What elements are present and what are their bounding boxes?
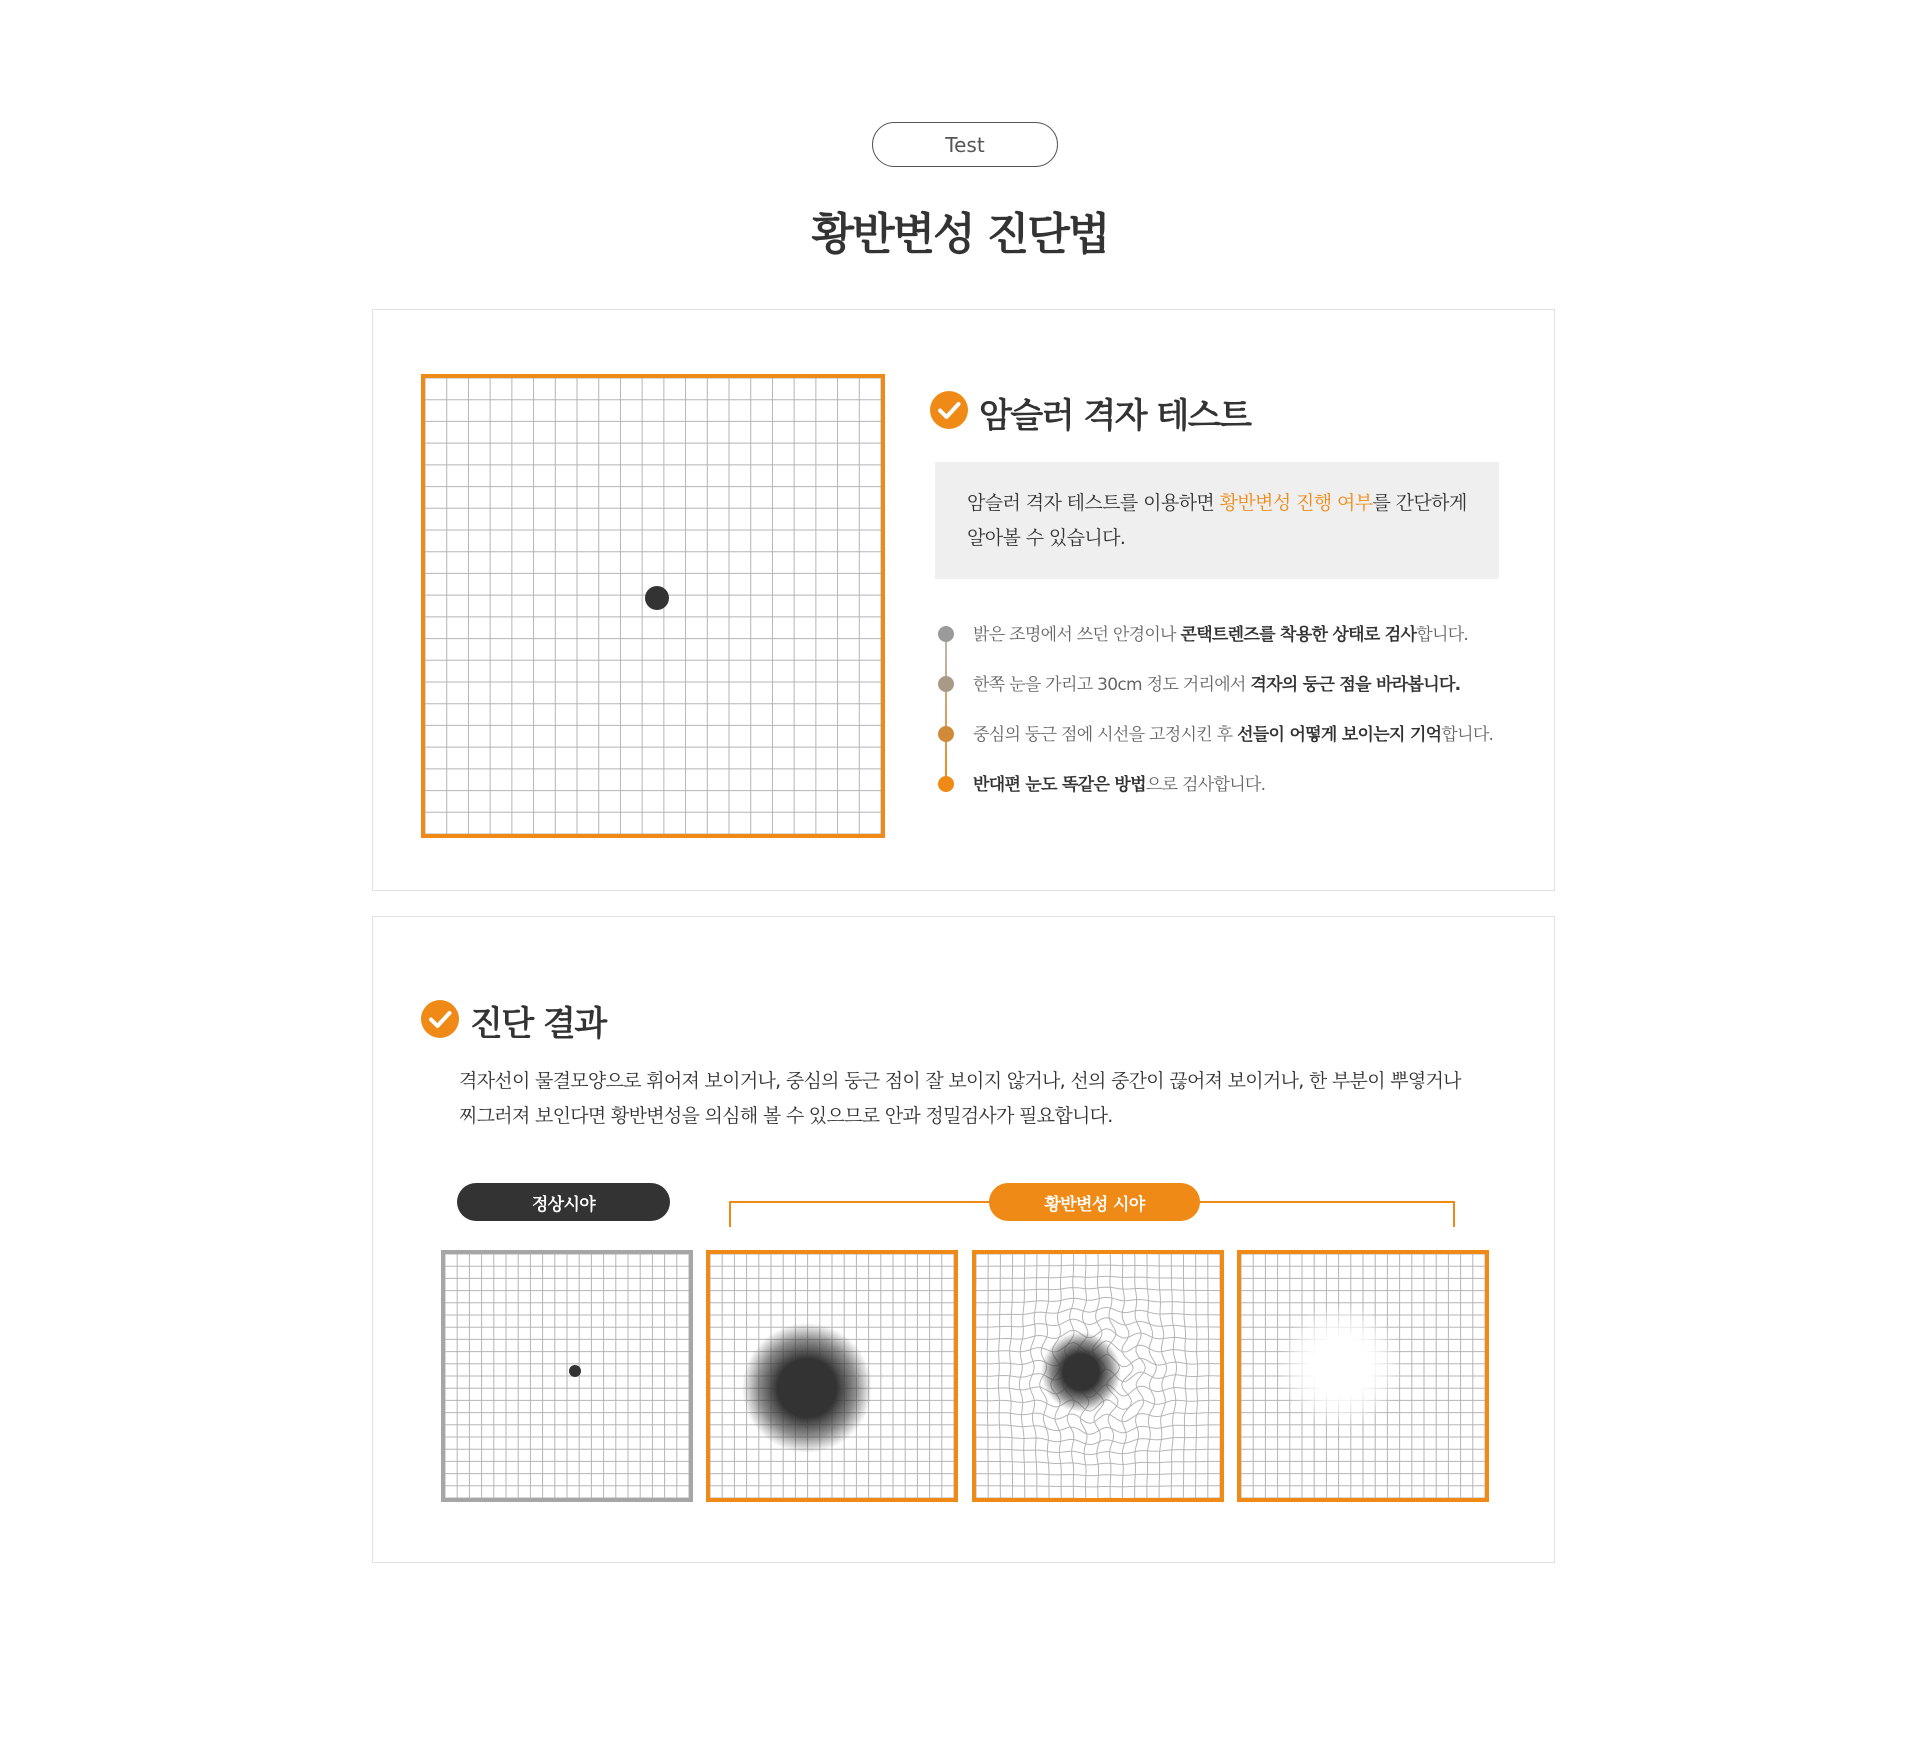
intro-text-end: 를 간단하게 <box>1372 492 1467 514</box>
amd-distorted-grid <box>972 1250 1224 1502</box>
grid-line-group <box>445 1254 689 1498</box>
result-title: 진단 결과 <box>470 1004 606 1044</box>
step-dot <box>938 676 954 692</box>
vision-spot <box>1279 1304 1403 1428</box>
grid-lines <box>710 1254 954 1498</box>
normal-vision-grid <box>441 1250 693 1502</box>
intro-text: 암슬러 격자 테스트를 이용하면 <box>967 492 1220 514</box>
test-badge: Test <box>872 122 1058 167</box>
step-text: 한쪽 눈을 가리고 30cm 정도 거리에서 격자의 둥근 점을 바라봅니다. <box>973 675 1461 695</box>
result-description <box>459 1064 1479 1134</box>
grid-lines <box>445 1254 689 1498</box>
amsler-grid-large <box>421 374 885 838</box>
vision-spot <box>742 1323 872 1453</box>
test-steps <box>936 618 1536 798</box>
check-circle-icon <box>421 1000 459 1038</box>
amd-vision-label: 황반변성 시야 <box>989 1183 1200 1221</box>
fixation-dot <box>569 1365 581 1377</box>
grid-lines <box>976 1254 1220 1498</box>
result-text-line1: 격자선이 물결모양으로 휘어져 보이거나, 중심의 둥근 점이 잘 보이지 않거나, 선의 중간이 끊어져 보이거나, 한 부분이 뿌옇거나 <box>459 1070 1461 1092</box>
step-item <box>936 718 1536 748</box>
step-text: 반대편 눈도 똑같은 방법으로 검사합니다. <box>973 775 1266 795</box>
amsler-grid-lines <box>425 378 881 834</box>
normal-vision-label: 정상시야 <box>457 1183 670 1221</box>
amsler-title: 암슬러 격자 테스트 <box>979 396 1251 436</box>
step-dot <box>938 626 954 642</box>
step-item <box>936 668 1536 698</box>
step-item <box>936 618 1536 648</box>
step-text: 밝은 조명에서 쓰던 안경이나 콘택트렌즈를 착용한 상태로 검사합니다. <box>973 625 1469 645</box>
intro-text-line2: 알아볼 수 있습니다. <box>967 527 1126 549</box>
step-item <box>936 768 1536 798</box>
amd-dark-spot-grid <box>706 1250 958 1502</box>
amd-blurred-spot-grid <box>1237 1250 1489 1502</box>
result-text-line2: 찌그러져 보인다면 황반변성을 의심해 볼 수 있으므로 안과 정밀검사가 필요합니다. <box>459 1105 1113 1127</box>
step-dot <box>938 776 954 792</box>
vision-spot <box>1041 1332 1121 1412</box>
step-text: 중심의 둥근 점에 시선을 고정시킨 후 선들이 어떻게 보이는지 기억합니다. <box>973 725 1494 745</box>
grid-lines <box>1241 1254 1485 1498</box>
fixation-dot <box>645 586 669 610</box>
check-circle-icon <box>930 391 968 429</box>
steps-connector-line <box>945 634 947 786</box>
amsler-intro-box <box>935 462 1499 579</box>
step-dot <box>938 726 954 742</box>
page-title: 황반변성 진단법 <box>811 209 1109 260</box>
intro-highlight: 황반변성 진행 여부 <box>1219 492 1373 514</box>
